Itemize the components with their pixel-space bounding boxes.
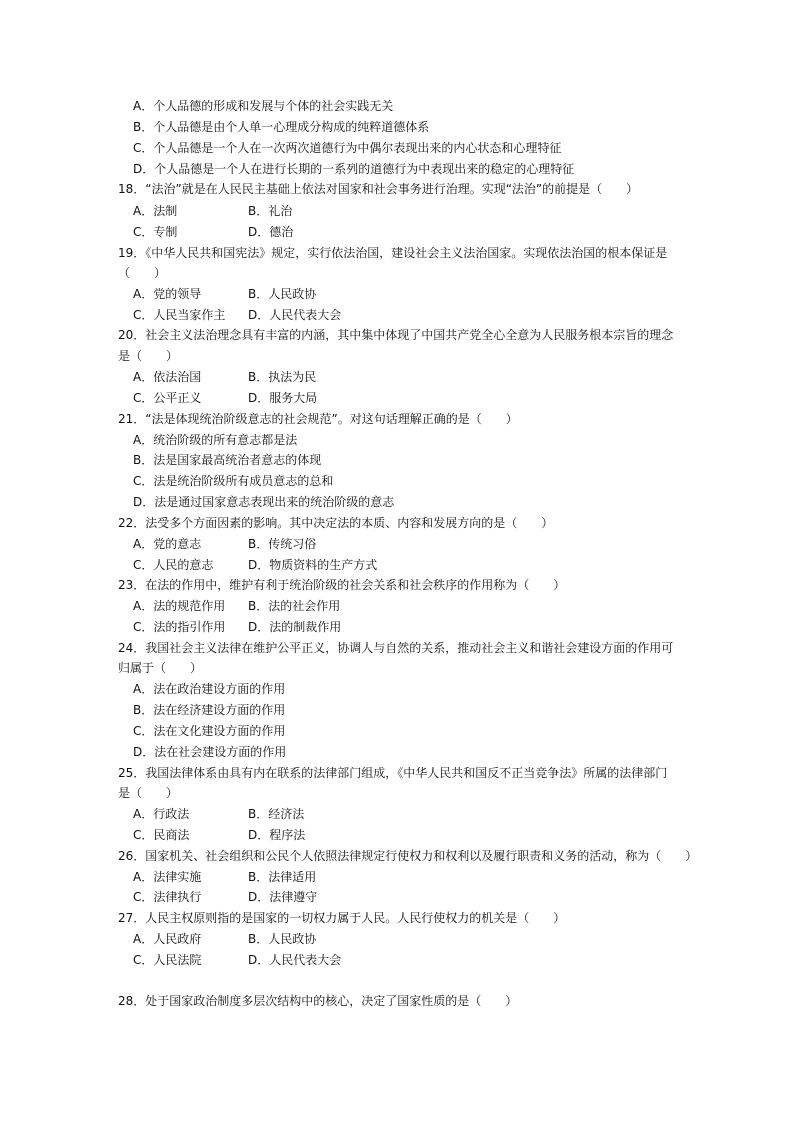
q27-stem: 27．人民主权原则指的是国家的一切权力属于人民。人民行使权力的机关是（ ）	[118, 911, 566, 925]
q19-stem-line1: 19．《中华人民共和国宪法》规定，实行依法治国，建设社会主义法治国家。实现依法治国的根本保证是	[118, 246, 668, 260]
q17-option-b: B．个人品德是由个人单一心理成分构成的纯粹道德体系	[133, 120, 430, 134]
q27-option-a: A．人民政府	[133, 932, 202, 946]
q22-option-c: C．人民的意志	[133, 558, 214, 572]
q21-option-a: A．统治阶级的所有意志都是法	[133, 433, 298, 447]
q22-option-d: D．物质资料的生产方式	[248, 558, 378, 572]
q21-option-c: C．法是统治阶级所有成员意志的总和	[133, 474, 334, 488]
q24-option-d: D．法在社会建设方面的作用	[133, 745, 287, 759]
q17-option-d: D．个人品德是一个人在进行长期的一系列的道德行为中表现出来的稳定的心理特征	[133, 162, 575, 176]
q18-option-a: A．法制	[133, 204, 178, 218]
q27-option-c: C．人民法院	[133, 953, 202, 967]
q18-option-d: D．德治	[248, 225, 294, 239]
q24-option-b: B．法在经济建设方面的作用	[133, 703, 286, 717]
q18-option-b: B．礼治	[248, 204, 293, 218]
q25-option-b: B．经济法	[248, 807, 305, 821]
q23-stem: 23．在法的作用中，维护有利于统治阶级的社会关系和社会秩序的作用称为（ ）	[118, 578, 566, 592]
q26-option-c: C．法律执行	[133, 890, 202, 904]
q20-option-c: C．公平正义	[133, 391, 202, 405]
q17-option-c: C．个人品德是一个人在一次两次道德行为中偶尔表现出来的内心状态和心理特征	[133, 141, 562, 155]
q27-option-d: D．人民代表大会	[248, 953, 342, 967]
q24-stem-line1: 24．我国社会主义法律在维护公平正义，协调人与自然的关系，推动社会主义和谐社会建设方面的作用可	[118, 641, 674, 655]
q23-option-a: A．法的规范作用	[133, 599, 226, 613]
q21-stem: 21．“法是体现统治阶级意志的社会规范”。对这句话理解正确的是（ ）	[118, 412, 518, 426]
q27-option-b: B．人民政协	[248, 932, 317, 946]
q19-stem-line2: （ ）	[118, 266, 167, 280]
q19-option-b: B．人民政协	[248, 287, 317, 301]
q20-option-b: B．执法为民	[248, 370, 317, 384]
q18-stem: 18．“法治”就是在人民民主基础上依法对国家和社会事务进行治理。实现“法治”的前提是（ ）	[118, 182, 639, 196]
q25-option-a: A．行政法	[133, 807, 190, 821]
q19-option-c: C．人民当家作主	[133, 308, 226, 322]
q22-option-a: A．党的意志	[133, 537, 202, 551]
q17-option-a: A．个人品德的形成和发展与个体的社会实践无关	[133, 99, 394, 113]
q22-option-b: B．传统习俗	[248, 537, 317, 551]
q25-stem-line1: 25．我国法律体系由具有内在联系的法律部门组成，《中华人民共和国反不正当竞争法》所属的法律部门	[118, 766, 668, 780]
q28-stem: 28．处于国家政治制度多层次结构中的核心，决定了国家性质的是（ ）	[118, 994, 518, 1008]
q23-option-d: D．法的制裁作用	[248, 620, 342, 634]
q19-option-d: D．人民代表大会	[248, 308, 342, 322]
q21-option-d: D．法是通过国家意志表现出来的统治阶级的意志	[133, 495, 395, 509]
q26-stem: 26．国家机关、社会组织和公民个人依照法律规定行使权力和权利以及履行职责和义务的活动，称为（ ）	[118, 849, 698, 863]
q21-option-b: B．法是国家最高统治者意志的体现	[133, 453, 322, 467]
q22-stem: 22．法受多个方面因素的影响。其中决定法的本质、内容和发展方向的是（ ）	[118, 516, 554, 530]
q25-option-d: D．程序法	[248, 828, 306, 842]
q20-stem-line2: 是（ ）	[118, 349, 179, 363]
q25-option-c: C．民商法	[133, 828, 190, 842]
q23-option-c: C．法的指引作用	[133, 620, 226, 634]
q20-option-a: A．依法治国	[133, 370, 202, 384]
q26-option-b: B．法律适用	[248, 870, 317, 884]
q26-option-a: A．法律实施	[133, 870, 202, 884]
q25-stem-line2: 是（ ）	[118, 786, 179, 800]
q24-option-c: C．法在文化建设方面的作用	[133, 724, 286, 738]
q24-stem-line2: 归属于（ ）	[118, 661, 203, 675]
q24-option-a: A．法在政治建设方面的作用	[133, 682, 286, 696]
q26-option-d: D．法律遵守	[248, 890, 318, 904]
q18-option-c: C．专制	[133, 225, 178, 239]
q19-option-a: A．党的领导	[133, 287, 202, 301]
q23-option-b: B．法的社会作用	[248, 599, 341, 613]
q20-option-d: D．服务大局	[248, 391, 318, 405]
q20-stem-line1: 20．社会主义法治理念具有丰富的内涵，其中集中体现了中国共产党全心全意为人民服务根本宗旨的理念	[118, 328, 674, 342]
